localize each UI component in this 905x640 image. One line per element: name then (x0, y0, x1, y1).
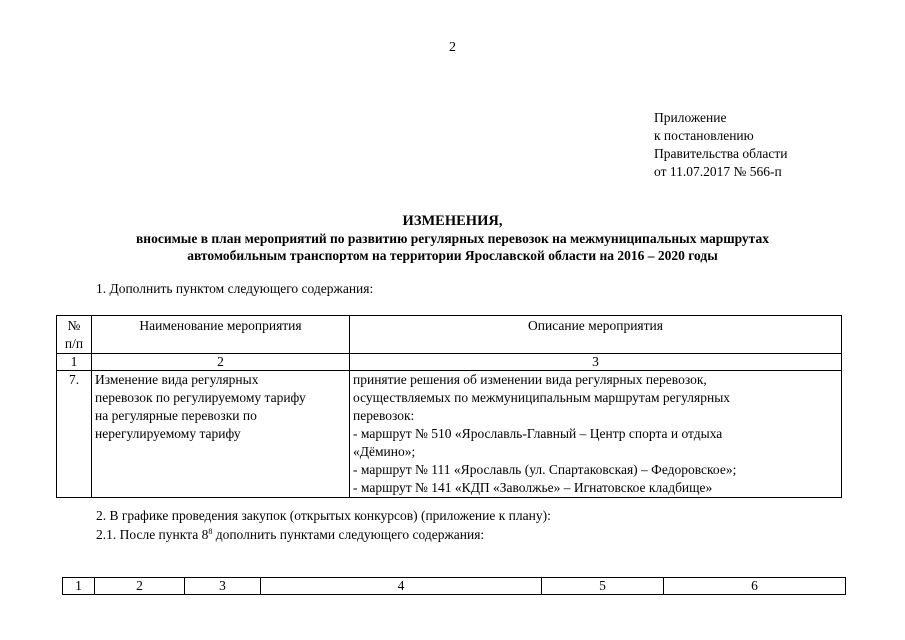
row-desc (350, 371, 842, 498)
row-name-line: нерегулируемому тарифу (95, 426, 241, 441)
header-num-line: № (67, 318, 81, 333)
column-number: 2 (95, 578, 185, 595)
row-name-line: Изменение вида регулярных (95, 372, 259, 387)
section-2-1-suffix: дополнить пунктами следующего содержания: (212, 527, 485, 542)
appendix-reference (654, 109, 787, 181)
header-desc: Описание мероприятия (350, 316, 842, 354)
table-row (57, 371, 842, 498)
appendix-line: к постановлению (654, 128, 754, 143)
procurement-table (62, 577, 846, 595)
section-2-heading: 2. В графике проведения закупок (открытых конкурсов) (приложение к плану): (96, 508, 551, 523)
header-num (57, 316, 92, 354)
appendix-line: от 11.07.2017 № 566-п (654, 164, 782, 179)
header-num-line: п/п (64, 336, 84, 351)
column-number: 4 (261, 578, 542, 595)
section-1-heading: 1. Дополнить пунктом следующего содержания: (96, 281, 374, 296)
row-desc-line: - маршрут № 111 «Ярославль (ул. Спартаковская) – Федоровское»; (353, 462, 737, 477)
row-desc-line: принятие решения об изменении вида регулярных перевозок, (353, 372, 707, 387)
row-name (92, 371, 350, 498)
appendix-line: Приложение (654, 110, 727, 125)
row-desc-line: - маршрут № 510 «Ярославль-Главный – Центр спорта и отдыха (353, 426, 723, 441)
section-2-1-heading (96, 527, 484, 543)
header-name: Наименование мероприятия (92, 316, 350, 354)
document-title (60, 213, 845, 264)
title-line: вносимые в план мероприятий по развитию регулярных перевозок на межмуниципальных маршрутах (136, 231, 769, 246)
measures-table (56, 315, 842, 498)
table-column-numbers-row (57, 354, 842, 371)
table-column-numbers-row (63, 578, 846, 595)
page-number: 2 (449, 40, 456, 55)
column-number: 6 (664, 578, 846, 595)
column-number: 1 (57, 354, 92, 371)
row-desc-line: перевозок: (353, 408, 415, 423)
row-num: 7. (57, 371, 92, 498)
column-number: 1 (63, 578, 95, 595)
title-line: автомобильным транспортом на территории Ярославской области на 2016 – 2020 годы (187, 248, 718, 263)
row-desc-line: «Дёмино»; (353, 444, 416, 459)
column-number: 5 (542, 578, 664, 595)
section-2-1-superscript: 8 (208, 527, 213, 536)
row-desc-line: - маршрут № 141 «КДП «Заволжье» – Игнатовское кладбище» (353, 480, 713, 495)
column-number: 2 (92, 354, 350, 371)
title-main: ИЗМЕНЕНИЯ, (402, 213, 503, 229)
column-number: 3 (185, 578, 261, 595)
row-name-line: перевозок по регулируемому тарифу (95, 390, 306, 405)
row-name-line: на регулярные перевозки по (95, 408, 257, 423)
column-number: 3 (350, 354, 842, 371)
section-2-1-prefix: 2.1. После пункта 8 (96, 527, 209, 542)
appendix-line: Правительства области (654, 146, 788, 161)
table-header-row (57, 316, 842, 354)
row-desc-line: осуществляемых по межмуниципальным маршрутам регулярных (353, 390, 731, 405)
